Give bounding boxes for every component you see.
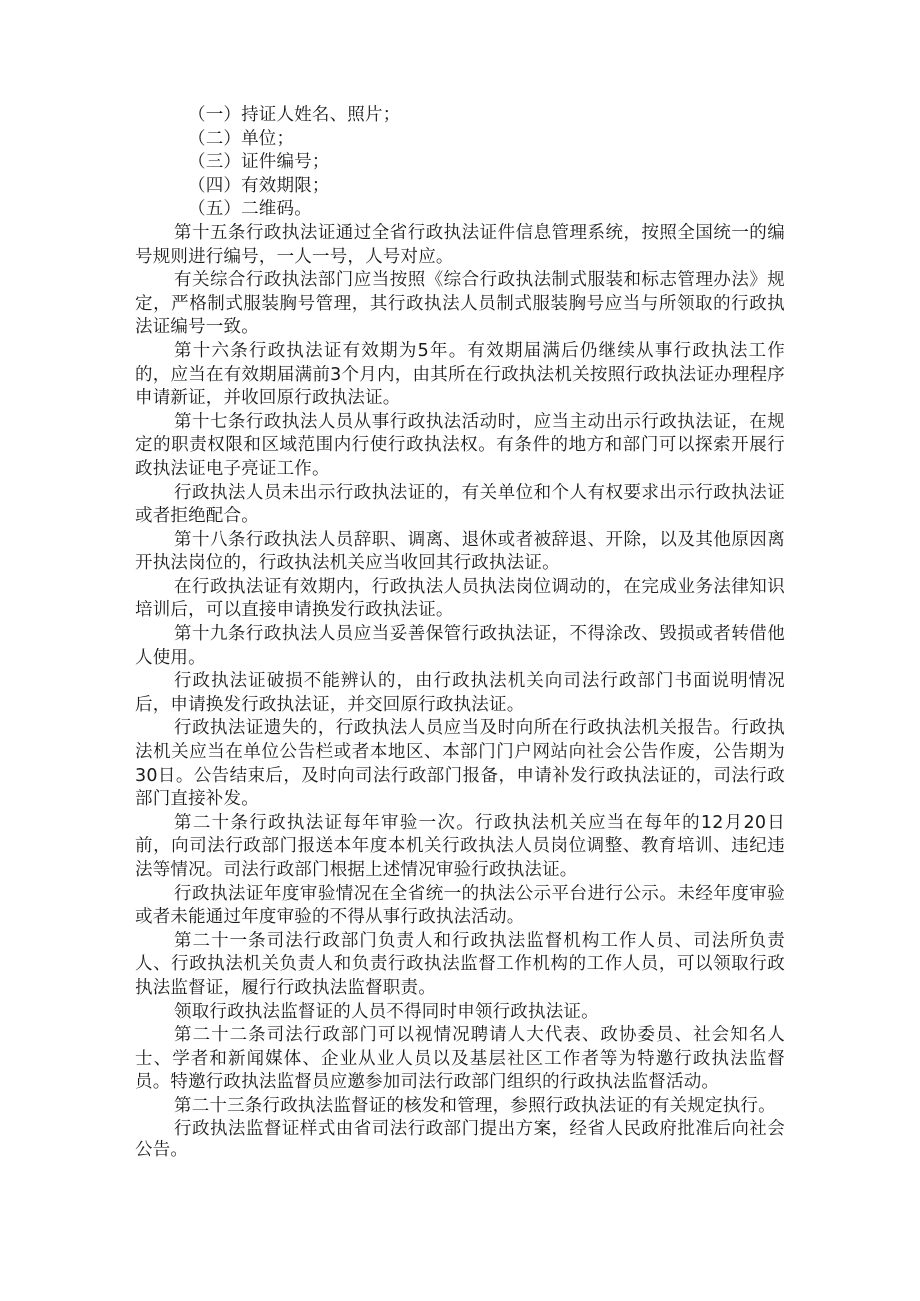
document-body — [135, 104, 785, 1161]
article-21: 第二十一条司法行政部门负责人和行政执法监督机构工作人员、司法所负责人、行政执法机关负责人和负责行政执法监督工作机构的工作人员，可以领取行政执法监督证，履行行政执法监督职责。 — [135, 930, 785, 998]
article-17: 第十七条行政执法人员从事行政执法活动时，应当主动出示行政执法证，在规定的职责权限和区域范围内行使行政执法权。有条件的地方和部门可以探索开展行政执法证电子亮证工作。 — [135, 411, 785, 479]
paragraph: 在行政执法证有效期内，行政执法人员执法岗位调动的，在完成业务法律知识培训后，可以直接申请换发行政执法证。 — [135, 576, 785, 621]
paragraph: 行政执法人员未出示行政执法证的，有关单位和个人有权要求出示行政执法证或者拒绝配合。 — [135, 482, 785, 527]
paragraph: 领取行政执法监督证的人员不得同时申领行政执法证。 — [174, 1001, 599, 1022]
article-19: 第十九条行政执法人员应当妥善保管行政执法证，不得涂改、毁损或者转借他人使用。 — [135, 624, 785, 668]
list-item: （五）二维码。 — [188, 199, 312, 220]
list-item: （二）单位； — [188, 128, 295, 149]
paragraph: 行政执法证年度审验情况在全省统一的执法公示平台进行公示。未经年度审验或者未能通过年度审验的不得从事行政执法活动。 — [135, 883, 785, 928]
paragraph: 行政执法证破损不能辨认的，由行政执法机关向司法行政部门书面说明情况后，申请换发行政执法证，并交回原行政执法证。 — [135, 671, 785, 715]
list-item: （一）持证人姓名、照片； — [188, 105, 401, 125]
article-22: 第二十二条司法行政部门可以视情况聘请人大代表、政协委员、社会知名人士、学者和新闻媒体、企业从业人员以及基层社区工作者等为特邀行政执法监督员。特邀行政执法监督员应邀参加司法行政部门组织的行政执法监督活动。 — [135, 1025, 785, 1093]
article-15: 第十五条行政执法证通过全省行政执法证件信息管理系统，按照全国统一的编号规则进行编号，一人一号，人号对应。 — [135, 222, 785, 267]
article-23: 第二十三条行政执法监督证的核发和管理，参照行政执法证的有关规定执行。 — [174, 1095, 776, 1116]
article-20: 第二十条行政执法证每年审验一次。行政执法机关应当在每年的12月20日前，向司法行政部门报送本年度本机关行政执法人员岗位调整、教育培训、违纪违法等情况。司法行政部门根据上述情况审验行政执法证。 — [135, 812, 785, 880]
paragraph: 行政执法证遗失的，行政执法人员应当及时向所在行政执法机关报告。行政执法机关应当在单位公告栏或者本地区、本部门门户网站向社会公告作废，公告期为30日。公告结束后，及时向司法行政部门报备，申请补发行政执法证的，司法行政部门直接补发。 — [135, 718, 785, 810]
list-item: （三）证件编号； — [188, 152, 330, 173]
article-16: 第十六条行政执法证有效期为5年。有效期届满后仍继续从事行政执法工作的，应当在有效期届满前3个月内，由其所在行政执法机关按照行政执法证办理程序申请新证，并收回原行政执法证。 — [135, 340, 785, 409]
list-item: （四）有效期限； — [188, 175, 330, 196]
paragraph: 有关综合行政执法部门应当按照《综合行政执法制式服装和标志管理办法》规定，严格制式服装胸号管理，其行政执法人员制式服装胸号应当与所领取的行政执法证编号一致。 — [135, 270, 785, 338]
article-18: 第十八条行政执法人员辞职、调离、退休或者被辞退、开除，以及其他原因离开执法岗位的，行政执法机关应当收回其行政执法证。 — [135, 529, 785, 574]
paragraph: 行政执法监督证样式由省司法行政部门提出方案，经省人民政府批准后向社会公告。 — [135, 1118, 785, 1160]
